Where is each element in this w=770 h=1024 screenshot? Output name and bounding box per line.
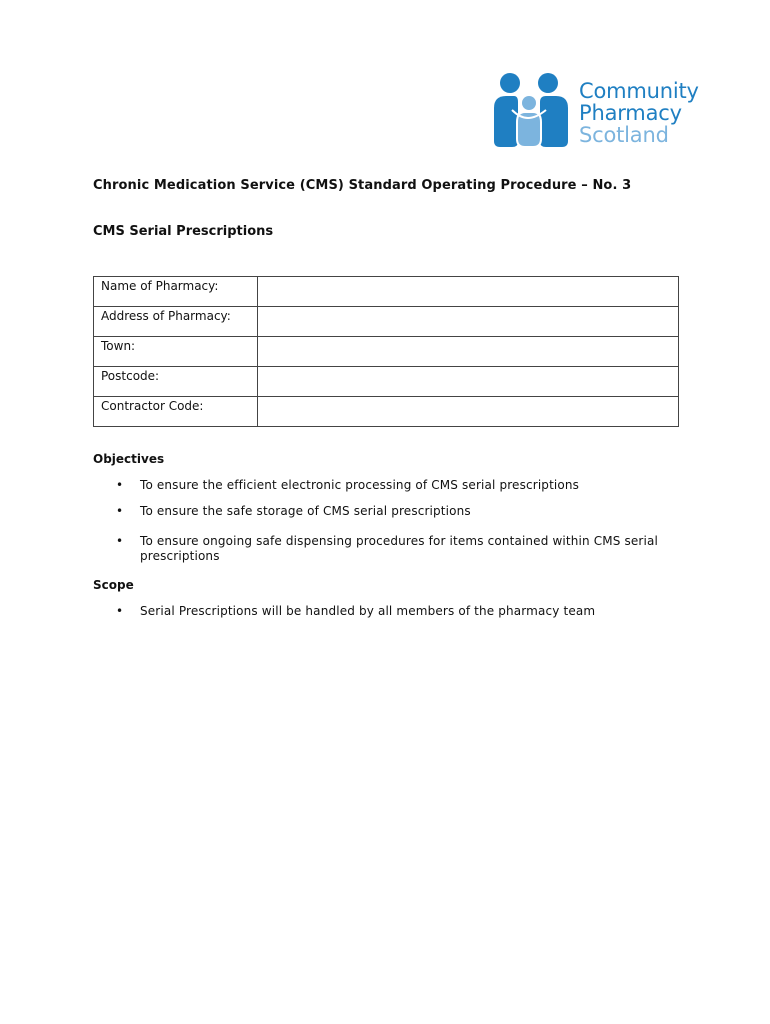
bullet-icon: • (116, 504, 124, 518)
bullet-icon: • (116, 478, 124, 492)
community-pharmacy-scotland-logo (492, 72, 722, 148)
logo-wordmark (579, 80, 699, 146)
field-label-town: Town: (94, 337, 258, 367)
field-label-pharmacy-name: Name of Pharmacy: (94, 277, 258, 307)
scope-heading: Scope (93, 578, 134, 592)
pharmacy-details-table (93, 276, 679, 427)
field-value-contractor-code[interactable] (258, 397, 679, 427)
field-label-pharmacy-address: Address of Pharmacy: (94, 307, 258, 337)
document-subtitle: CMS Serial Prescriptions (93, 224, 274, 239)
field-value-pharmacy-name[interactable] (258, 277, 679, 307)
field-label-postcode: Postcode: (94, 367, 258, 397)
logo-text-scotland: Scotland (579, 123, 669, 147)
logo-text-pharmacy: Pharmacy (579, 101, 682, 125)
table-row (94, 277, 679, 307)
field-value-postcode[interactable] (258, 367, 679, 397)
field-value-town[interactable] (258, 337, 679, 367)
table-row (94, 307, 679, 337)
table-row (94, 397, 679, 427)
table-row (94, 367, 679, 397)
objective-item: To ensure the safe storage of CMS serial prescriptions (140, 504, 471, 518)
logo-people-icon (492, 72, 574, 148)
field-value-pharmacy-address[interactable] (258, 307, 679, 337)
scope-item: Serial Prescriptions will be handled by all members of the pharmacy team (140, 604, 596, 618)
logo-text-community: Community (579, 79, 699, 103)
document-title: Chronic Medication Service (CMS) Standard Operating Procedure – No. 3 (93, 178, 632, 193)
objectives-heading: Objectives (93, 452, 165, 466)
objective-item: To ensure ongoing safe dispensing procedures for items contained within CMS serial prescriptions (140, 534, 658, 563)
objective-item: To ensure the efficient electronic processing of CMS serial prescriptions (140, 478, 580, 492)
table-row (94, 337, 679, 367)
bullet-icon: • (116, 534, 124, 548)
field-label-contractor-code: Contractor Code: (94, 397, 258, 427)
bullet-icon: • (116, 604, 124, 618)
